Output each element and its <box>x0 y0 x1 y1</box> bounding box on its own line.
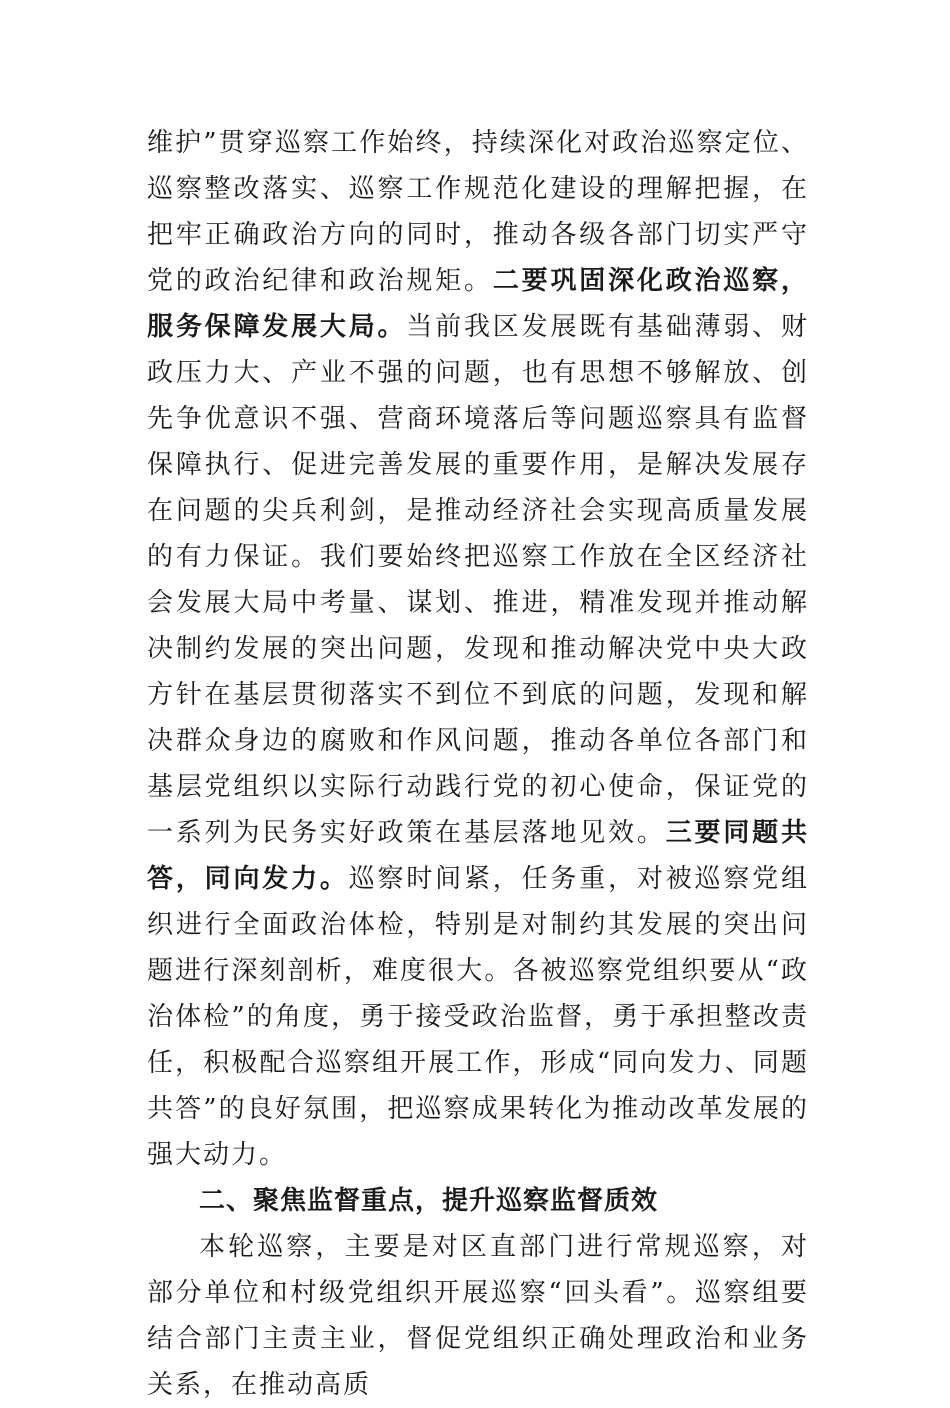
body-paragraph <box>147 120 809 1178</box>
bold-point-two: 二要巩固深化政治巡察，服务保障发展大局。 <box>147 266 809 342</box>
document-page <box>147 120 809 1408</box>
section-heading: 二、聚焦监督重点，提升巡察监督质效 <box>199 1186 659 1216</box>
paragraph-text: 巡察时间紧，任务重，对被巡察党组织进行全面政治体检，特别是对制约其发展的突出问题进行深刻剖析，难度很大。各被巡察党组织要从“政治体检”的角度，勇于接受政治监督，勇于承担整改责任，积极配合巡察组开展工作，形成“同向发力、同题共答”的良好氛围，把巡察成果转化为推动改革发展的强大动力。 <box>147 864 809 1170</box>
paragraph-text: 当前我区发展既有基础薄弱、财政压力大、产业不强的问题，也有思想不够解放、创先争优意识不强、营商环境落后等问题巡察具有监督保障执行、促进完善发展的重要作用，是解决发展存在问题的尖兵利剑，是推动经济社会实现高质量发展的有力保证。我们要始终把巡察工作放在全区经济社会发展大局中考量、谋划、推进，精准发现并推动解决制约发展的突出问题，发现和推动解决党中央大政方针在基层贯彻落实不到位不到底的问题，发现和解决群众身边的腐败和作风问题，推动各单位各部门和基层党组织以实际行动践行党的初心使命，保证党的一系列为民务实好政策在基层落地见效。 <box>147 312 809 848</box>
paragraph-text: 维护”贯穿巡察工作始终，持续深化对政治巡察定位、巡察整改落实、巡察工作规范化建设的理解把握，在把牢正确政治方向的同时，推动各级各部门切实严守党的政治纪律和政治规矩。 <box>147 128 809 296</box>
body-paragraph: 本轮巡察，主要是对区直部门进行常规巡察，对部分单位和村级党组织开展巡察“回头看”。巡察组要结合部门主责主业，督促党组织正确处理政治和业务关系，在推动高质 <box>147 1232 809 1400</box>
bold-point-three: 三要同题共答，同向发力。 <box>147 818 809 894</box>
